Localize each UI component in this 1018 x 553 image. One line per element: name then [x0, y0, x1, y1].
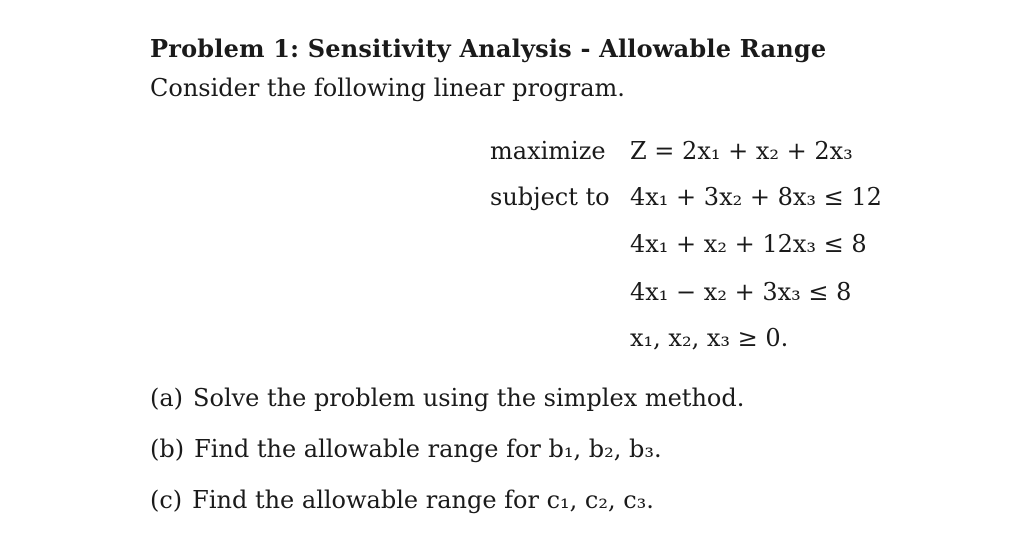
constraint-1: 4x₁ + 3x₂ + 8x₃ ≤ 12 [630, 183, 882, 211]
part-c-tag: (c) [150, 486, 183, 514]
part-c-text: Find the allowable range for c₁, c₂, c₃. [192, 486, 654, 514]
part-a [150, 384, 744, 412]
part-b-tag: (b) [150, 435, 185, 463]
constraint-2: 4x₁ + x₂ + 12x₃ ≤ 8 [630, 230, 867, 258]
part-a-text: Solve the problem using the simplex method. [193, 384, 745, 412]
nonnegativity-constraint: x₁, x₂, x₃ ≥ 0. [630, 324, 789, 352]
objective-label: maximize [490, 137, 606, 165]
problem-intro: Consider the following linear program. [150, 74, 625, 102]
part-b [150, 435, 662, 463]
constraint-3: 4x₁ − x₂ + 3x₃ ≤ 8 [630, 278, 852, 306]
objective-function: Z = 2x₁ + x₂ + 2x₃ [630, 137, 853, 165]
problem-title: Problem 1: Sensitivity Analysis - Allowable Range [150, 34, 827, 63]
constraint-label: subject to [490, 183, 610, 211]
part-c [150, 486, 654, 514]
part-b-text: Find the allowable range for b₁, b₂, b₃. [194, 435, 662, 463]
part-a-tag: (a) [150, 384, 184, 412]
